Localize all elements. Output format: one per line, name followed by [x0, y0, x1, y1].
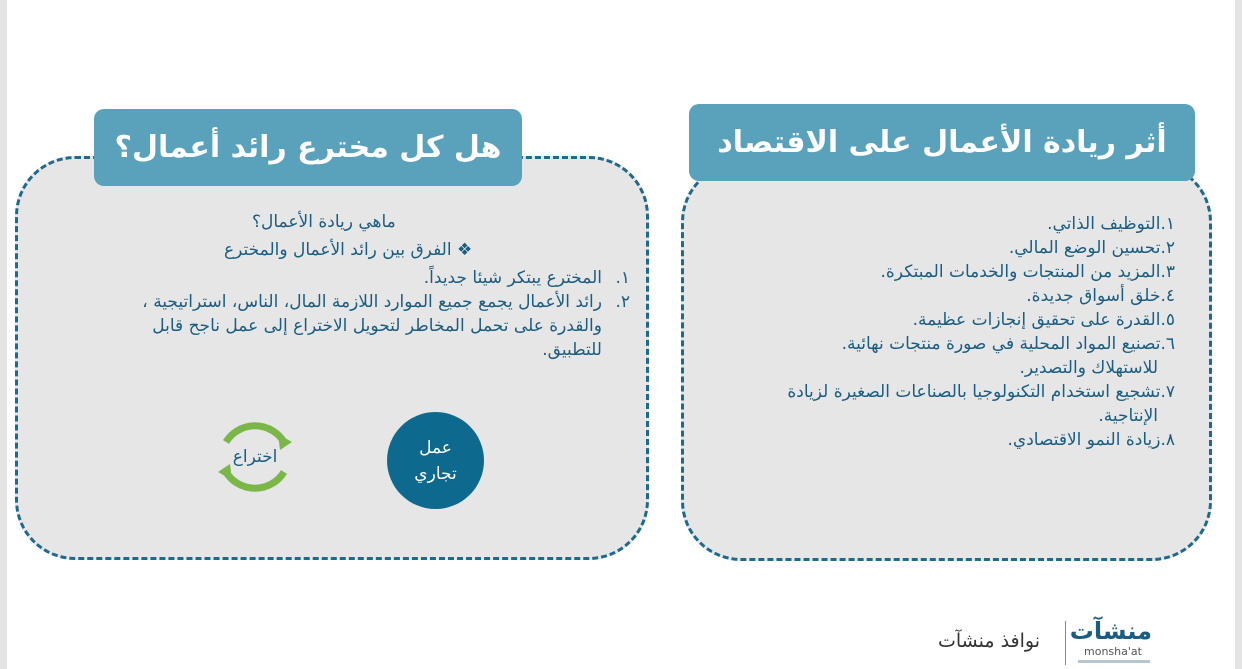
- list-item: ٨. زيادة النمو الاقتصادي.: [1007, 430, 1175, 450]
- economy-impact-list: [727, 212, 1175, 452]
- business-circle: عمل تجاري: [387, 412, 484, 509]
- monshaat-logo: منشآت: [1069, 617, 1152, 645]
- invention-label: اختراع: [232, 447, 278, 467]
- bullet-text: ❖ الفرق بين رائد الأعمال والمخترع: [224, 240, 473, 260]
- list-item: ١. التوظيف الذاتي.: [1047, 214, 1175, 234]
- list-item: ٥. القدرة على تحقيق إنجازات عظيمة.: [912, 310, 1175, 330]
- footer-text: نوافذ منشآت: [938, 630, 1041, 652]
- list-item: ٦. تصنيع المواد المحلية في صورة منتجات نهائية.: [841, 334, 1175, 354]
- list-item-continuation: الإنتاجية.: [1098, 406, 1158, 426]
- inventor-list: [120, 266, 630, 362]
- list-item: ٢. تحسين الوضع المالي.: [1008, 238, 1175, 258]
- question-text: ماهي ريادة الأعمال؟: [252, 212, 396, 232]
- list-item: ٧. تشجيع استخدام التكنولوجيا بالصناعات الصغيرة لزيادة: [787, 382, 1175, 402]
- list-item-continuation: للاستهلاك والتصدير.: [1019, 358, 1158, 378]
- economy-impact-title: أثر ريادة الأعمال على الاقتصاد: [689, 104, 1195, 181]
- logo-subtitle-bar: [1078, 660, 1150, 663]
- list-item: ٣. المزيد من المنتجات والخدمات المبتكرة.: [880, 262, 1175, 282]
- list-item: ٢. رائد الأعمال يجمع جميع الموارد اللازمة المال، الناس، استراتيجية ، والقدرة على تحمل المخاطر لتحويل الاختراع إلى عمل ناجح قابل للتطبيق.: [142, 292, 630, 360]
- monshaat-logo-en: monsha'at: [1084, 645, 1142, 658]
- inventor-title: هل كل مخترع رائد أعمال؟: [94, 109, 522, 186]
- list-item: ٤. خلق أسواق جديدة.: [1026, 286, 1175, 306]
- footer-divider: [1065, 621, 1066, 665]
- list-item: ١. المخترع يبتكر شيئا جديداً.: [423, 268, 630, 288]
